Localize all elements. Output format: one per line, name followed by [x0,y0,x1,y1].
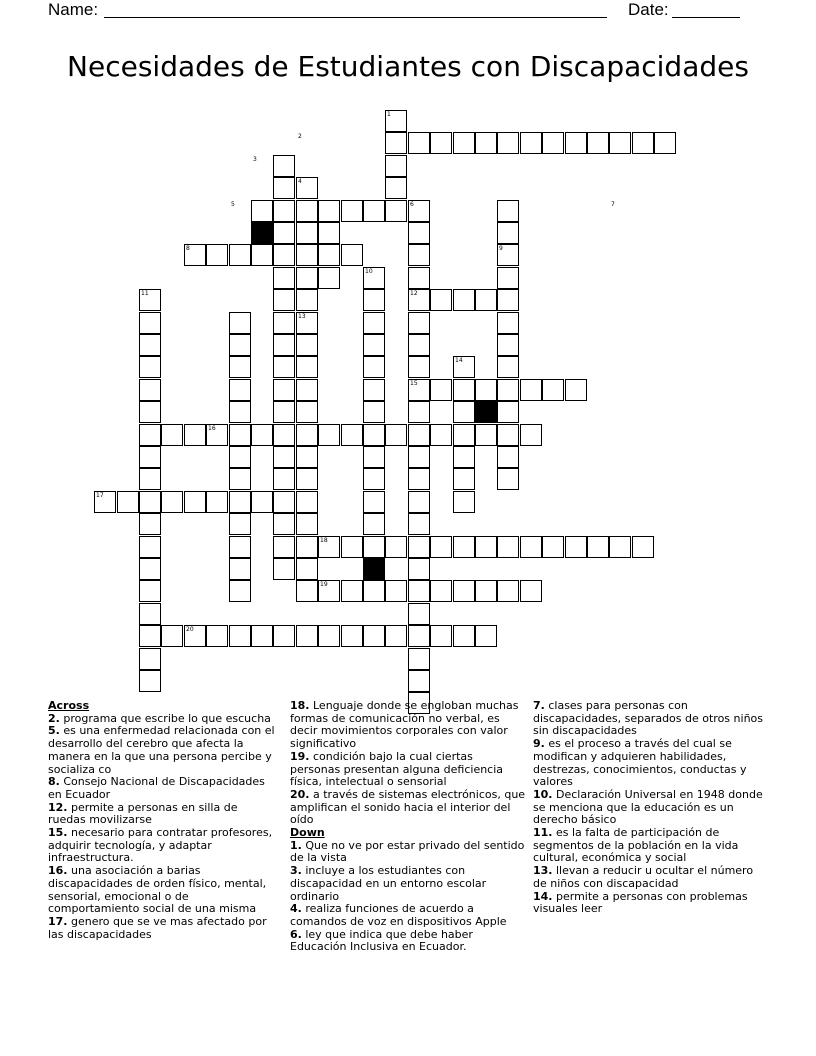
grid-cell[interactable] [497,289,519,311]
grid-cell[interactable] [139,424,161,446]
grid-cell[interactable] [229,580,251,602]
grid-cell[interactable] [139,558,161,580]
clue-number: 8 [186,245,190,252]
clue-number: 20 [186,626,194,633]
grid-cell[interactable] [408,648,430,670]
grid-cell[interactable] [273,401,295,423]
grid-cell[interactable] [408,312,430,334]
grid-cell[interactable] [206,244,228,266]
clue-number: 6. [290,927,302,941]
grid-cell[interactable] [273,536,295,558]
grid-cell[interactable] [318,625,340,647]
down-clue [290,903,526,928]
grid-cell[interactable] [408,446,430,468]
clue-text: es una enfermedad relacionada con el desarrollo del cerebro que afecta la manera en la que una persona percibe y socializa co [48,724,275,776]
grid-cell[interactable] [296,356,318,378]
grid-cell[interactable] [497,536,519,558]
down-clue [533,789,769,827]
clue-text: condición bajo la cual ciertas personas presentan alguna deficiencia física, intelectual o sensorial [290,749,504,789]
clue-text: Consejo Nacional de Discapacidades en Ecuador [48,775,265,801]
clue-text: permite a personas en silla de ruedas movilizarse [48,800,238,827]
grid-cell[interactable] [184,491,206,513]
clue-text: es la falta de participación de segmentos de la población en la vida cultural, económica y social [533,826,739,865]
grid-cell[interactable] [542,379,564,401]
clue-number: 9. [533,737,545,751]
grid-cell[interactable] [296,625,318,647]
grid-cell[interactable] [341,536,363,558]
grid-cell[interactable] [139,446,161,468]
grid-cell[interactable] [453,468,475,490]
grid-cell[interactable] [273,558,295,580]
grid-cell[interactable] [161,625,183,647]
grid-cell[interactable] [632,132,654,154]
down-clue [533,865,769,890]
grid-cell[interactable] [229,312,251,334]
blocked-cell [363,558,385,580]
grid-cell[interactable] [475,424,497,446]
clue-number: 1 [387,111,391,118]
grid-cell[interactable] [251,200,273,222]
clue-number: 18. [290,699,310,712]
grid-cell[interactable] [363,379,385,401]
grid-cell[interactable] [542,132,564,154]
grid-cell[interactable] [273,446,295,468]
grid-cell[interactable] [117,491,139,513]
clue-column-3 [533,700,769,916]
grid-cell[interactable] [318,424,340,446]
clue-number: 20. [290,787,310,801]
grid-cell[interactable] [273,334,295,356]
down-clue [533,738,769,789]
clue-text: permite a personas con problemas visuales leer [533,889,748,916]
clue-number: 4. [290,902,302,916]
clue-text: ley que indica que debe haber Educación Inclusiva en Ecuador. [290,927,473,954]
grid-cell[interactable] [475,625,497,647]
across-clue-list-continued [290,700,526,827]
grid-cell[interactable] [475,132,497,154]
grid-cell[interactable] [139,648,161,670]
down-clue [290,929,526,954]
clue-number: 6 [410,201,414,208]
grid-cell[interactable] [385,132,407,154]
grid-cell[interactable] [273,155,295,177]
grid-cell[interactable] [385,424,407,446]
grid-cell[interactable] [139,513,161,535]
grid-cell[interactable] [318,200,340,222]
grid-cell[interactable] [273,491,295,513]
grid-cell[interactable] [296,446,318,468]
grid-cell[interactable] [497,379,519,401]
down-clue [290,865,526,903]
clue-number: 14. [533,889,553,903]
clue-number: 14 [455,357,463,364]
down-clue-list [290,840,526,954]
grid-cell[interactable] [139,491,161,513]
across-clue-list [48,713,278,942]
clue-number: 4 [298,178,302,185]
grid-cell[interactable] [341,424,363,446]
grid-cell[interactable] [229,424,251,446]
grid-cell[interactable] [408,468,430,490]
grid-cell[interactable] [251,424,273,446]
grid-cell[interactable] [453,536,475,558]
grid-cell[interactable] [139,536,161,558]
grid-cell[interactable] [296,558,318,580]
clue-text: incluye a los estudiantes con discapacidad en un entorno escolar ordinario [290,864,487,903]
grid-cell[interactable] [273,468,295,490]
grid-cell[interactable] [408,513,430,535]
grid-cell[interactable] [363,468,385,490]
grid-cell[interactable] [161,491,183,513]
clue-text: Que no ve por estar privado del sentido de la vista [290,838,525,865]
grid-cell[interactable] [497,401,519,423]
grid-cell[interactable] [363,491,385,513]
grid-cell[interactable] [341,200,363,222]
grid-cell[interactable] [296,491,318,513]
grid-cell[interactable] [363,536,385,558]
grid-cell[interactable] [609,536,631,558]
grid-cell[interactable] [229,334,251,356]
grid-cell[interactable] [453,446,475,468]
clue-number: 5. [48,724,60,738]
grid-cell[interactable] [520,132,542,154]
grid-cell[interactable] [587,536,609,558]
across-clue [290,700,526,751]
grid-cell[interactable] [408,491,430,513]
grid-cell[interactable] [363,424,385,446]
grid-cell[interactable] [273,424,295,446]
grid-cell[interactable] [430,289,452,311]
grid-cell[interactable] [296,424,318,446]
grid-cell[interactable] [363,334,385,356]
grid-cell[interactable] [385,580,407,602]
grid-cell[interactable] [363,356,385,378]
grid-cell[interactable] [385,200,407,222]
across-clue [48,725,278,776]
clue-number: 7. [533,699,545,712]
clue-number: 2 [298,133,302,140]
grid-cell[interactable] [341,244,363,266]
grid-cell[interactable] [139,468,161,490]
grid-cell[interactable] [363,580,385,602]
grid-cell[interactable] [139,334,161,356]
clue-column-1 [48,700,278,941]
grid-cell[interactable] [565,379,587,401]
grid-cell[interactable] [273,200,295,222]
grid-cell[interactable] [229,558,251,580]
down-heading: Down [290,826,325,840]
down-clue [290,840,526,865]
clue-number: 10. [533,787,553,801]
clue-text: una asociación a barias discapacidades de orden físico, mental, sensorial, emocional o de comportamiento social de una misma [48,864,267,916]
grid-cell[interactable] [139,312,161,334]
grid-cell[interactable] [408,670,430,692]
grid-cell[interactable] [229,446,251,468]
grid-cell[interactable] [587,132,609,154]
clue-number: 16 [208,425,216,432]
grid-cell[interactable] [408,558,430,580]
grid-cell[interactable] [408,603,430,625]
across-clue [48,865,278,916]
grid-cell[interactable] [497,446,519,468]
clue-number: 12 [410,290,418,297]
clue-number: 11 [141,290,149,297]
grid-cell[interactable] [408,267,430,289]
across-heading: Across [48,699,90,712]
grid-cell[interactable] [430,379,452,401]
clue-number: 9 [499,245,503,252]
grid-cell[interactable] [453,132,475,154]
grid-cell[interactable] [497,580,519,602]
grid-cell[interactable] [251,244,273,266]
grid-cell[interactable] [296,401,318,423]
grid-cell[interactable] [229,513,251,535]
grid-cell[interactable] [497,200,519,222]
clue-number: 19 [320,581,328,588]
grid-cell[interactable] [139,401,161,423]
grid-cell[interactable] [161,424,183,446]
grid-cell[interactable] [273,312,295,334]
grid-cell[interactable] [408,625,430,647]
page-title: Necesidades de Estudiantes con Discapacidades [67,50,749,83]
grid-cell[interactable] [139,379,161,401]
grid-cell[interactable] [565,132,587,154]
clue-number: 12. [48,800,68,814]
down-clue [533,827,769,865]
grid-cell[interactable] [430,424,452,446]
grid-cell[interactable] [229,536,251,558]
grid-cell[interactable] [296,289,318,311]
grid-cell[interactable] [430,132,452,154]
clue-text: es el proceso a través del cual se modifican y adquieren habilidades, destrezas, conocimientos, conductas y valores [533,737,747,789]
grid-cell[interactable] [273,379,295,401]
grid-cell[interactable] [139,603,161,625]
clue-number: 13. [533,864,553,878]
grid-cell[interactable] [273,289,295,311]
clue-number: 15 [410,380,418,387]
grid-cell[interactable] [475,580,497,602]
grid-cell[interactable] [139,580,161,602]
grid-cell[interactable] [296,244,318,266]
across-clue [290,789,526,827]
clue-text: programa que escribe lo que escucha [63,711,271,725]
grid-cell[interactable] [453,401,475,423]
grid-cell[interactable] [408,334,430,356]
across-clue [48,916,278,941]
grid-cell[interactable] [654,132,676,154]
grid-cell[interactable] [565,536,587,558]
grid-cell[interactable] [475,379,497,401]
grid-cell[interactable] [497,424,519,446]
clue-number: 3. [290,864,302,878]
clue-number: 15. [48,826,68,840]
grid-cell[interactable] [318,244,340,266]
grid-cell[interactable] [520,379,542,401]
clue-text: Declaración Universal en 1948 donde se menciona que la educación es un derecho básico [533,787,763,827]
grid-cell[interactable] [229,401,251,423]
grid-cell[interactable] [408,424,430,446]
grid-cell[interactable] [408,536,430,558]
grid-cell[interactable] [296,334,318,356]
grid-cell[interactable] [385,625,407,647]
clue-column-2 [290,700,526,954]
grid-cell[interactable] [408,244,430,266]
clue-text: clases para personas con discapacidades, separados de otros niños sin discapacidades [533,699,763,738]
grid-cell[interactable] [430,625,452,647]
clue-number: 16. [48,864,68,878]
clue-number: 7 [611,201,615,208]
clue-text: necesario para contratar profesores, adquirir tecnología, y adaptar infraestructura. [48,826,273,865]
grid-cell[interactable] [609,132,631,154]
clue-number: 13 [298,313,306,320]
grid-cell[interactable] [273,356,295,378]
grid-cell[interactable] [542,536,564,558]
grid-cell[interactable] [273,625,295,647]
grid-cell[interactable] [318,222,340,244]
grid-cell[interactable] [229,625,251,647]
clue-number: 2. [48,711,60,725]
grid-cell[interactable] [296,468,318,490]
grid-cell[interactable] [229,491,251,513]
across-clue [48,827,278,865]
grid-cell[interactable] [296,379,318,401]
grid-cell[interactable] [296,536,318,558]
grid-cell[interactable] [453,491,475,513]
grid-cell[interactable] [453,379,475,401]
down-clue [533,891,769,916]
name-label: Name: [48,0,99,19]
grid-cell[interactable] [497,468,519,490]
across-clue [48,776,278,801]
grid-cell[interactable] [385,536,407,558]
grid-cell[interactable] [363,200,385,222]
grid-cell[interactable] [453,289,475,311]
grid-cell[interactable] [453,580,475,602]
grid-cell[interactable] [296,580,318,602]
clue-number: 18 [320,537,328,544]
clue-number: 5 [231,201,235,208]
grid-cell[interactable] [453,424,475,446]
grid-cell[interactable] [520,424,542,446]
grid-cell[interactable] [408,401,430,423]
grid-cell[interactable] [497,334,519,356]
clue-number: 1. [290,838,302,852]
grid-cell[interactable] [385,177,407,199]
grid-cell[interactable] [363,289,385,311]
grid-cell[interactable] [318,267,340,289]
clue-number: 17. [48,914,68,928]
grid-cell[interactable] [632,536,654,558]
across-clue [48,802,278,827]
clue-number: 10 [365,268,373,275]
grid-cell[interactable] [206,491,228,513]
grid-cell[interactable] [497,267,519,289]
clue-text: llevan a reducir u ocultar el número de niños con discapacidad [533,864,754,890]
grid-cell[interactable] [363,625,385,647]
clue-text: a través de sistemas electrónicos, que amplifican el sonido hacia el interior del oído [290,787,526,827]
grid-cell[interactable] [430,580,452,602]
grid-cell[interactable] [475,289,497,311]
grid-cell[interactable] [430,536,452,558]
grid-cell[interactable] [229,244,251,266]
grid-cell[interactable] [273,177,295,199]
grid-cell[interactable] [229,379,251,401]
across-clue [290,751,526,789]
grid-cell[interactable] [497,132,519,154]
clue-number: 8. [48,775,60,789]
down-clue [533,700,769,738]
grid-cell[interactable] [520,536,542,558]
grid-cell[interactable] [408,132,430,154]
clue-number: 19. [290,749,310,763]
grid-cell[interactable] [296,513,318,535]
clue-text: realiza funciones de acuerdo a comandos de voz en dispositivos Apple [290,902,507,928]
grid-cell[interactable] [251,491,273,513]
grid-cell[interactable] [520,580,542,602]
grid-cell[interactable] [453,625,475,647]
grid-cell[interactable] [341,580,363,602]
clue-number: 3 [253,156,257,163]
grid-cell[interactable] [273,222,295,244]
grid-cell[interactable] [139,356,161,378]
clue-text: genero que se ve mas afectado por las discapacidades [48,914,267,941]
grid-cell[interactable] [363,446,385,468]
grid-cell[interactable] [497,222,519,244]
grid-cell[interactable] [408,356,430,378]
grid-cell[interactable] [408,580,430,602]
clue-number: 11. [533,826,553,840]
grid-cell[interactable] [206,625,228,647]
clue-text: Lenguaje donde se engloban muchas formas de comunicación no verbal, es decir movimientos corporales con valor significativo [290,699,519,751]
grid-cell[interactable] [341,625,363,647]
grid-cell[interactable] [385,155,407,177]
grid-cell[interactable] [273,267,295,289]
grid-cell[interactable] [273,513,295,535]
down-clue-list-continued [533,700,769,916]
clue-number: 17 [96,492,104,499]
grid-cell[interactable] [296,267,318,289]
grid-cell[interactable] [296,222,318,244]
grid-cell[interactable] [251,625,273,647]
grid-cell[interactable] [363,312,385,334]
date-label: Date: [628,0,669,19]
grid-cell[interactable] [363,401,385,423]
grid-cell[interactable] [229,356,251,378]
grid-cell[interactable] [229,468,251,490]
blocked-cell [251,222,273,244]
grid-cell[interactable] [273,244,295,266]
grid-cell[interactable] [408,222,430,244]
grid-cell[interactable] [184,424,206,446]
grid-cell[interactable] [363,513,385,535]
grid-cell[interactable] [475,536,497,558]
grid-cell[interactable] [497,312,519,334]
grid-cell[interactable] [139,670,161,692]
grid-cell[interactable] [296,200,318,222]
blocked-cell [475,401,497,423]
grid-cell[interactable] [497,356,519,378]
grid-cell[interactable] [139,625,161,647]
